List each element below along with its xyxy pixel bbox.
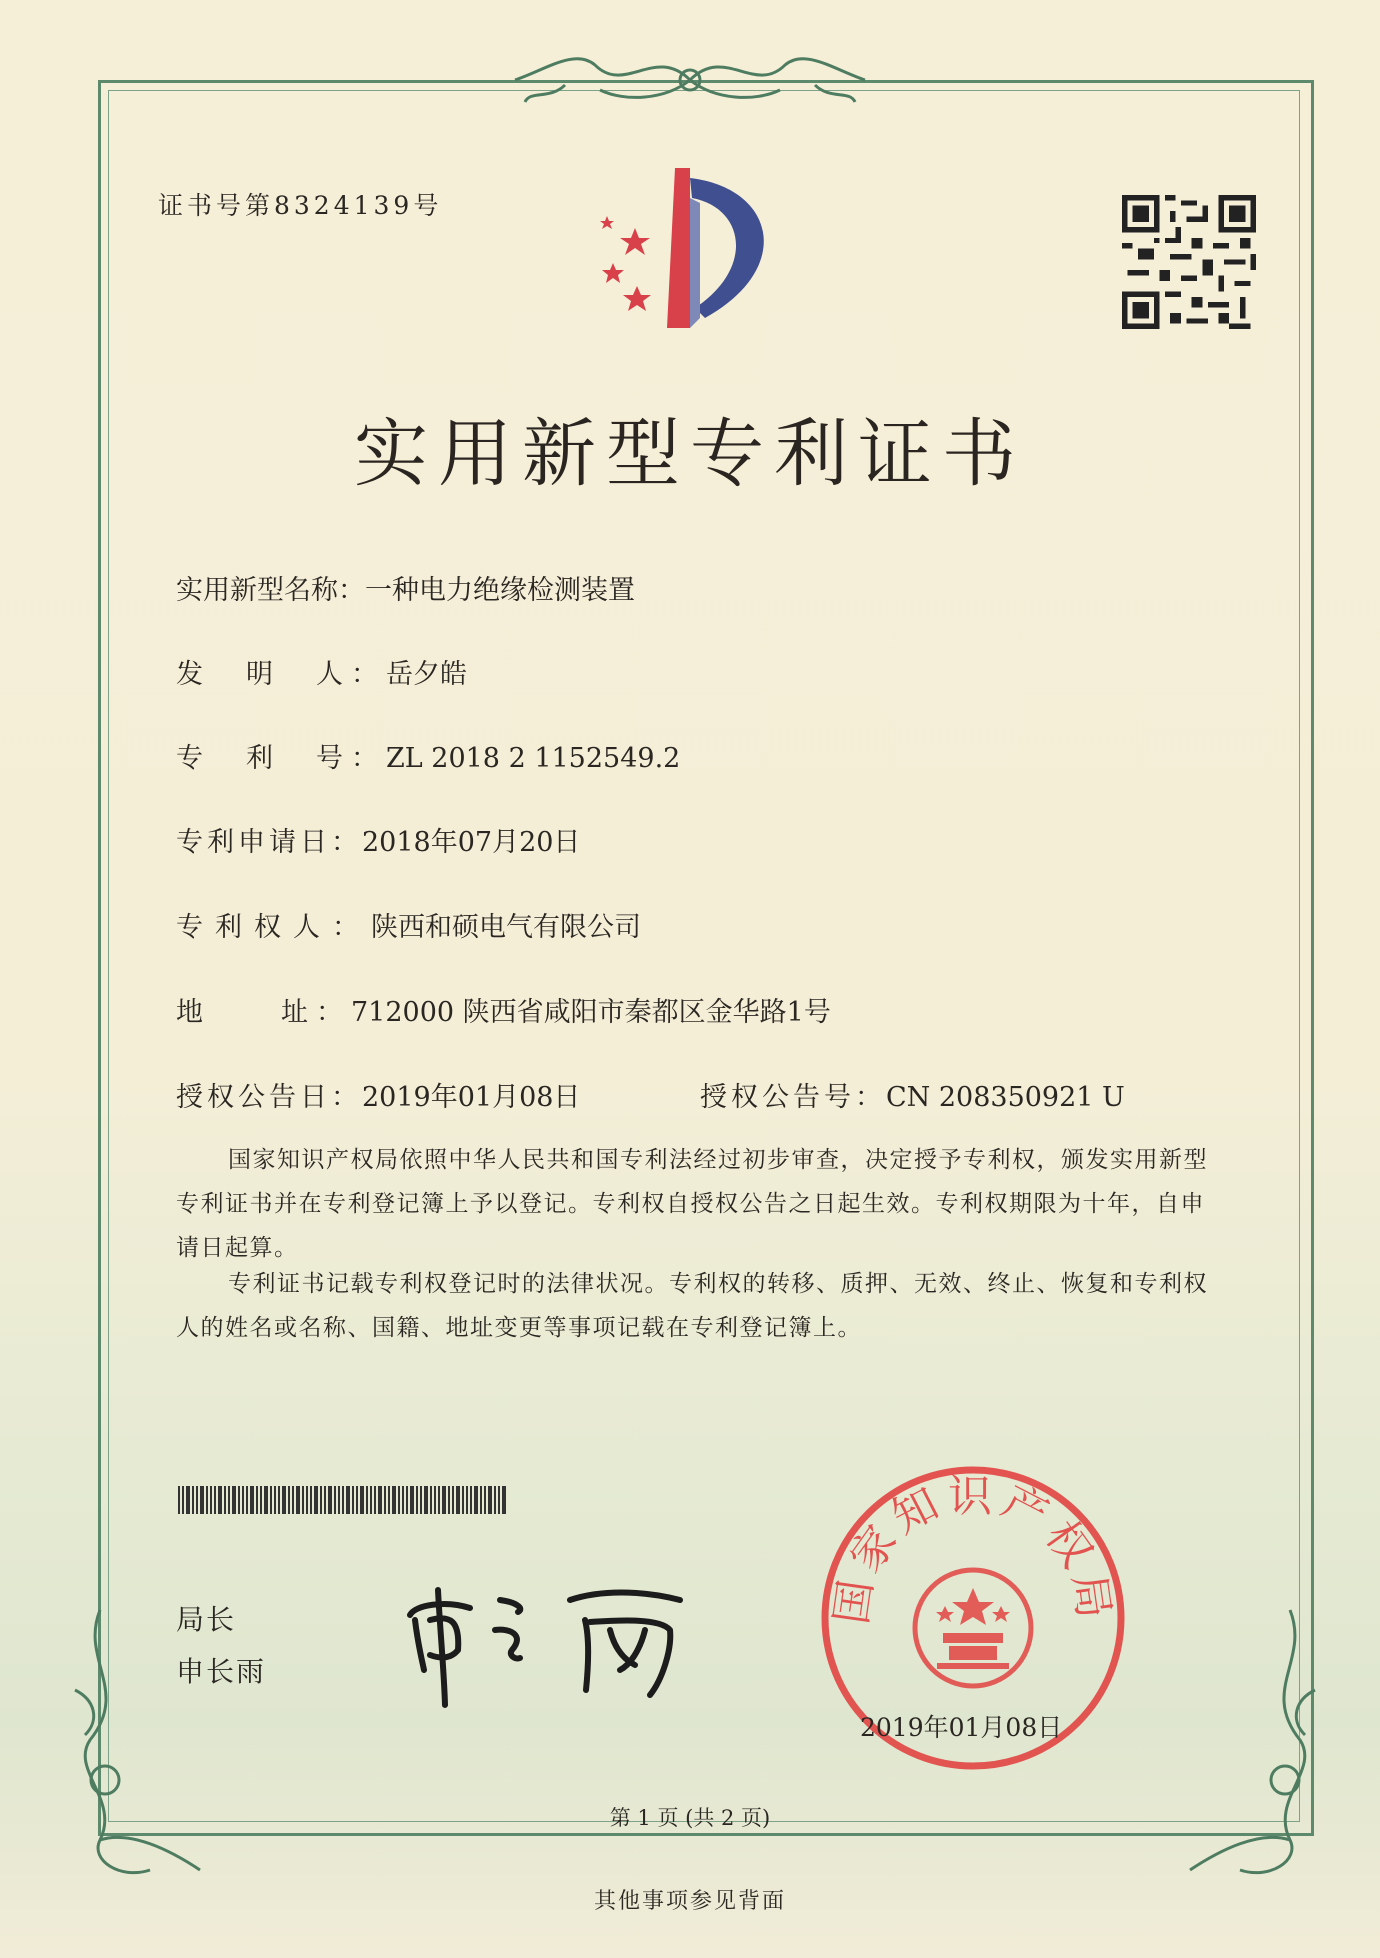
footer-note: 其他事项参见背面 xyxy=(593,1889,786,1914)
field-patentee xyxy=(176,905,641,944)
field-grant-announcement-number xyxy=(700,1075,1125,1114)
signatory-role: 局长 xyxy=(176,1603,237,1636)
field-value: 陕西和硕电气有限公司 xyxy=(371,912,641,943)
corner-ornament-left-icon xyxy=(60,1600,220,1900)
field-address xyxy=(176,990,831,1029)
barcode-icon xyxy=(178,1486,506,1514)
field-patent-number xyxy=(176,736,680,775)
field-inventor xyxy=(176,652,467,691)
field-label: 地 址： xyxy=(176,997,351,1028)
field-label: 授权公告号： xyxy=(700,1082,886,1113)
field-grant-announcement-date xyxy=(176,1075,580,1114)
paragraph-grant-statement: 国家知识产权局依照中华人民共和国专利法经过初步审查，决定授予专利权，颁发实用新型专利证书并在专利登记簿上予以登记。专利权自授权公告之日起生效。专利权期限为十年，自申请日起算。 xyxy=(176,1147,1208,1261)
paragraph-legal-status: 专利证书记载专利权登记时的法律状况。专利权的转移、质押、无效、终止、恢复和专利权人的姓名或名称、国籍、地址变更等事项记载在专利登记簿上。 xyxy=(176,1271,1208,1341)
field-label: 实用新型名称： xyxy=(176,575,365,606)
field-label: 专利权人： xyxy=(176,912,371,943)
patent-office-logo-icon xyxy=(595,168,815,348)
field-label: 专利申请日： xyxy=(176,827,362,858)
certificate-title: 实用新型专利证书 xyxy=(354,411,1026,497)
field-label: 授权公告日： xyxy=(176,1082,362,1113)
corner-ornament-right-icon xyxy=(1170,1600,1330,1900)
field-value: 712000 陕西省咸阳市秦都区金华路1号 xyxy=(351,997,831,1028)
certificate-number: 证书号第8324139号 xyxy=(158,191,443,220)
field-value: CN 208350921 U xyxy=(886,1082,1125,1113)
field-application-date xyxy=(176,820,580,859)
field-value: 2019年01月08日 xyxy=(362,1082,581,1113)
field-label: 专 利 号： xyxy=(176,743,386,774)
field-utility-model-name xyxy=(176,568,635,607)
svg-text:国家知识产权局: 国家知识产权局 xyxy=(825,1470,1121,1628)
field-value: 一种电力绝缘检测装置 xyxy=(365,575,635,606)
field-label: 发 明 人： xyxy=(176,659,386,690)
qr-code-icon xyxy=(1122,195,1256,329)
handwritten-signature-icon xyxy=(400,1560,700,1710)
top-ornament-icon xyxy=(505,40,875,115)
page-number: 第 1 页 (共 2 页) xyxy=(609,1806,771,1830)
field-value: 岳夕皓 xyxy=(386,659,467,690)
seal-date: 2019年01月08日 xyxy=(860,1713,1063,1742)
signatory-name: 申长雨 xyxy=(176,1655,267,1688)
field-value: ZL 2018 2 1152549.2 xyxy=(386,743,681,774)
field-value: 2018年07月20日 xyxy=(362,827,581,858)
